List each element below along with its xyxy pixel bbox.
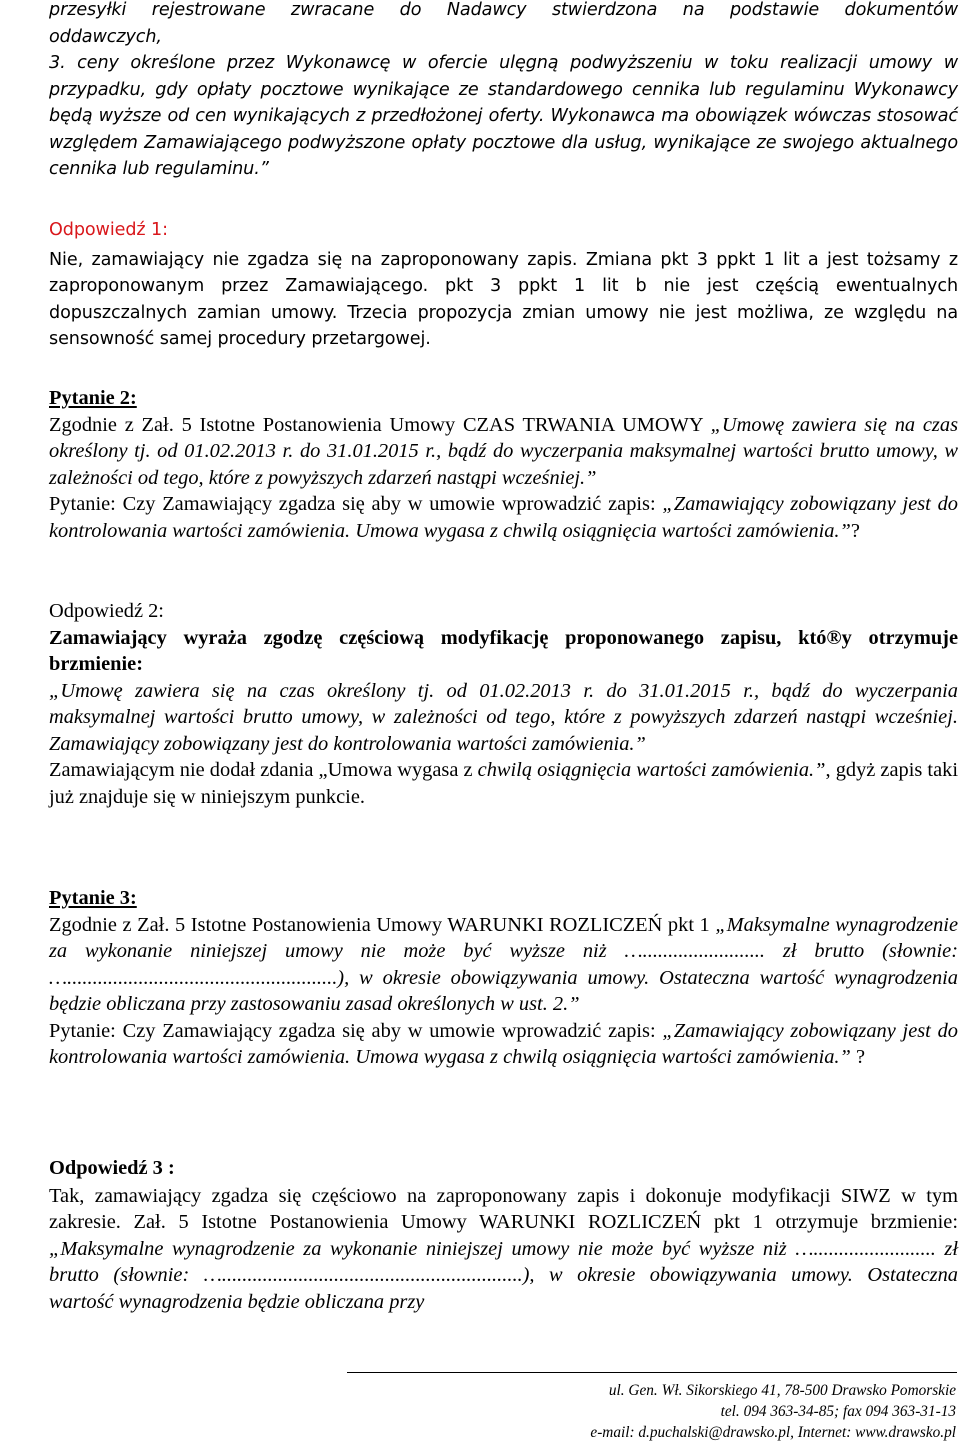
question3-question — [49, 1018, 958, 1071]
answer2-quote-b: , bądź do wyczerpania maksymalnej wartości brutto umowy, w zależności od tego, które z powyższych zdarzeń nastąpi wcześniej. Zamawiający zobowiązany jest do kontrolowania wartości zamówienia.” — [49, 679, 958, 755]
answer2-section — [49, 598, 958, 810]
answer3-lead: Tak, zamawiający zgadza się częściowo na zaproponowany zapis i dokonuje modyfikacji SIWZ w tym zakresie. Zał. 5 Istotne Postanowienia Umowy WARUNKI ROZLICZEŃ pkt 1 otrzymuje brzmienie: — [49, 1184, 958, 1233]
answer3-heading: Odpowiedź 3 : — [49, 1157, 175, 1179]
answer1-section — [49, 217, 958, 353]
question3-question-lead: Pytanie: Czy Zamawiający zgadza się aby w umowie wprowadzić zapis: — [49, 1019, 663, 1042]
answer2-quote-a: „Umowę zawiera się na czas określony tj. od 01.02.2013 r. do 31.01.2015 r. — [49, 679, 754, 702]
footer-address: ul. Gen. Wł. Sikorskiego 41, 78-500 Drawsko Pomorskie — [608, 1382, 956, 1399]
answer1-text: Nie, zamawiający nie zgadza się na zaproponowany zapis. Zmiana pkt 3 ppkt 1 lit a jest tożsamy z zaproponowanym przez Zamawiającego. pkt 3 ppkt 1 lit b nie jest częścią ewentualnych dopuszczalnych zamian umowy. Trzecia propozycja zmian umowy nie jest możliwa, ze względu na sensowność samej procedury przetargowej. — [49, 249, 958, 349]
question2-question-quote: „Zamawiający zobowiązany jest do kontrolowania wartości zamówienia. Umowa wygasa z chwilą osiągnięcia wartości zamówienia.” — [49, 493, 958, 542]
question3-question-end: ? — [850, 1046, 866, 1068]
intro-line2: oddawczych, — [49, 26, 162, 47]
question2-section — [49, 385, 958, 544]
intro-line1: przesyłki rejestrowane zwracane do Nadawcy stwierdzona na podstawie dokumentów — [49, 0, 958, 20]
question3-quote: „Maksymalne wynagrodzenie za wykonanie niniejszej umowy nie może być wyższe niż …........................ zł brutto (słownie: ….....................................................), w okresie obowiązywania umowy. Ostateczna wartość wynagrodzenia będzie obliczana przy zastosowaniu zasad określonych w ust. 2.” — [49, 913, 958, 1015]
answer3-quote: „Maksymalne wynagrodzenie za wykonanie niniejszej umowy nie może być wyższe niż …........................ zł brutto (słownie: …...........................................................), w okresie obowiązywania umowy. Ostateczna wartość wynagrodzenia będzie obliczana przy — [49, 1237, 958, 1313]
footer — [590, 1380, 956, 1443]
intro-section — [49, 0, 958, 183]
question3-heading: Pytanie 3: — [49, 887, 137, 909]
question2-lead: Zgodnie z Zał. 5 Istotne Postanowienia Umowy CZAS TRWANIA UMOWY — [49, 413, 711, 436]
question2-question-lead: Pytanie: Czy Zamawiający zgadza się aby w umowie wprowadzić zapis: — [49, 493, 663, 515]
answer2-note — [49, 757, 958, 810]
footer-contact: e-mail: d.puchalski@drawsko.pl, Internet: www.drawsko.pl — [590, 1424, 956, 1441]
question2-text — [49, 412, 958, 492]
question2-question — [49, 491, 958, 544]
answer2-note-end: , gdyż zapis taki już znajduje się w niniejszym punkcie. — [49, 759, 959, 808]
question2-heading: Pytanie 2: — [49, 387, 137, 409]
question2-rest: , bądź do wyczerpania maksymalnej wartości brutto umowy, w zależności od tego, które z powyższych zdarzeń nastąpi wcześniej.” — [49, 440, 959, 489]
intro-item3: 3. ceny określone przez Wykonawcę w ofercie ulęgną podwyższeniu w toku realizacji umowy w przypadku, gdy opłaty pocztowe wynikające ze standardowego cennika lub regulaminu Wykonawcy będą wyższe od cen wynikających z przedłożonej oferty. Wykonawca ma obowiązek wówczas stosować względem Zamawiającego podwyższone opłaty pocztowe dla usług, wynikające ze swojego aktualnego cennika lub regulaminu.” — [49, 53, 958, 179]
answer2-note-lead: Zamawiającym nie dodał zdania „Umowa wygasa z — [49, 759, 478, 781]
answer2-note-quote: chwilą osiągnięcia wartości zamówienia.” — [477, 759, 826, 781]
footer-divider — [347, 1372, 957, 1373]
question2-question-end: ? — [850, 519, 860, 542]
question3-question-quote: „Zamawiający zobowiązany jest do kontrolowania wartości zamówienia. Umowa wygasa z chwilą osiągnięcia wartości zamówienia.” — [49, 1019, 958, 1068]
question3-lead: Zgodnie z Zał. 5 Istotne Postanowienia Umowy WARUNKI ROZLICZEŃ pkt 1 — [49, 913, 716, 936]
answer2-heading: Odpowiedź 2: — [49, 600, 164, 622]
answer2-quote — [49, 678, 958, 758]
question3-text — [49, 912, 958, 1018]
question3-section — [49, 885, 958, 1071]
question2-quote: „Umowę zawiera się na czas określony tj. od 01.02.2013 r. do 31.01.2015 r. — [49, 413, 958, 462]
answer1-heading: Odpowiedź 1: — [49, 220, 168, 240]
footer-phone: tel. 094 363-34-85; fax 094 363-31-13 — [720, 1403, 956, 1420]
answer3-text — [49, 1183, 958, 1316]
answer2-bold: Zamawiający wyraża zgodzę częściową modyfikację proponowanego zapisu, któ®y otrzymuje brzmienie: — [49, 626, 958, 675]
answer3-section — [49, 1155, 958, 1315]
